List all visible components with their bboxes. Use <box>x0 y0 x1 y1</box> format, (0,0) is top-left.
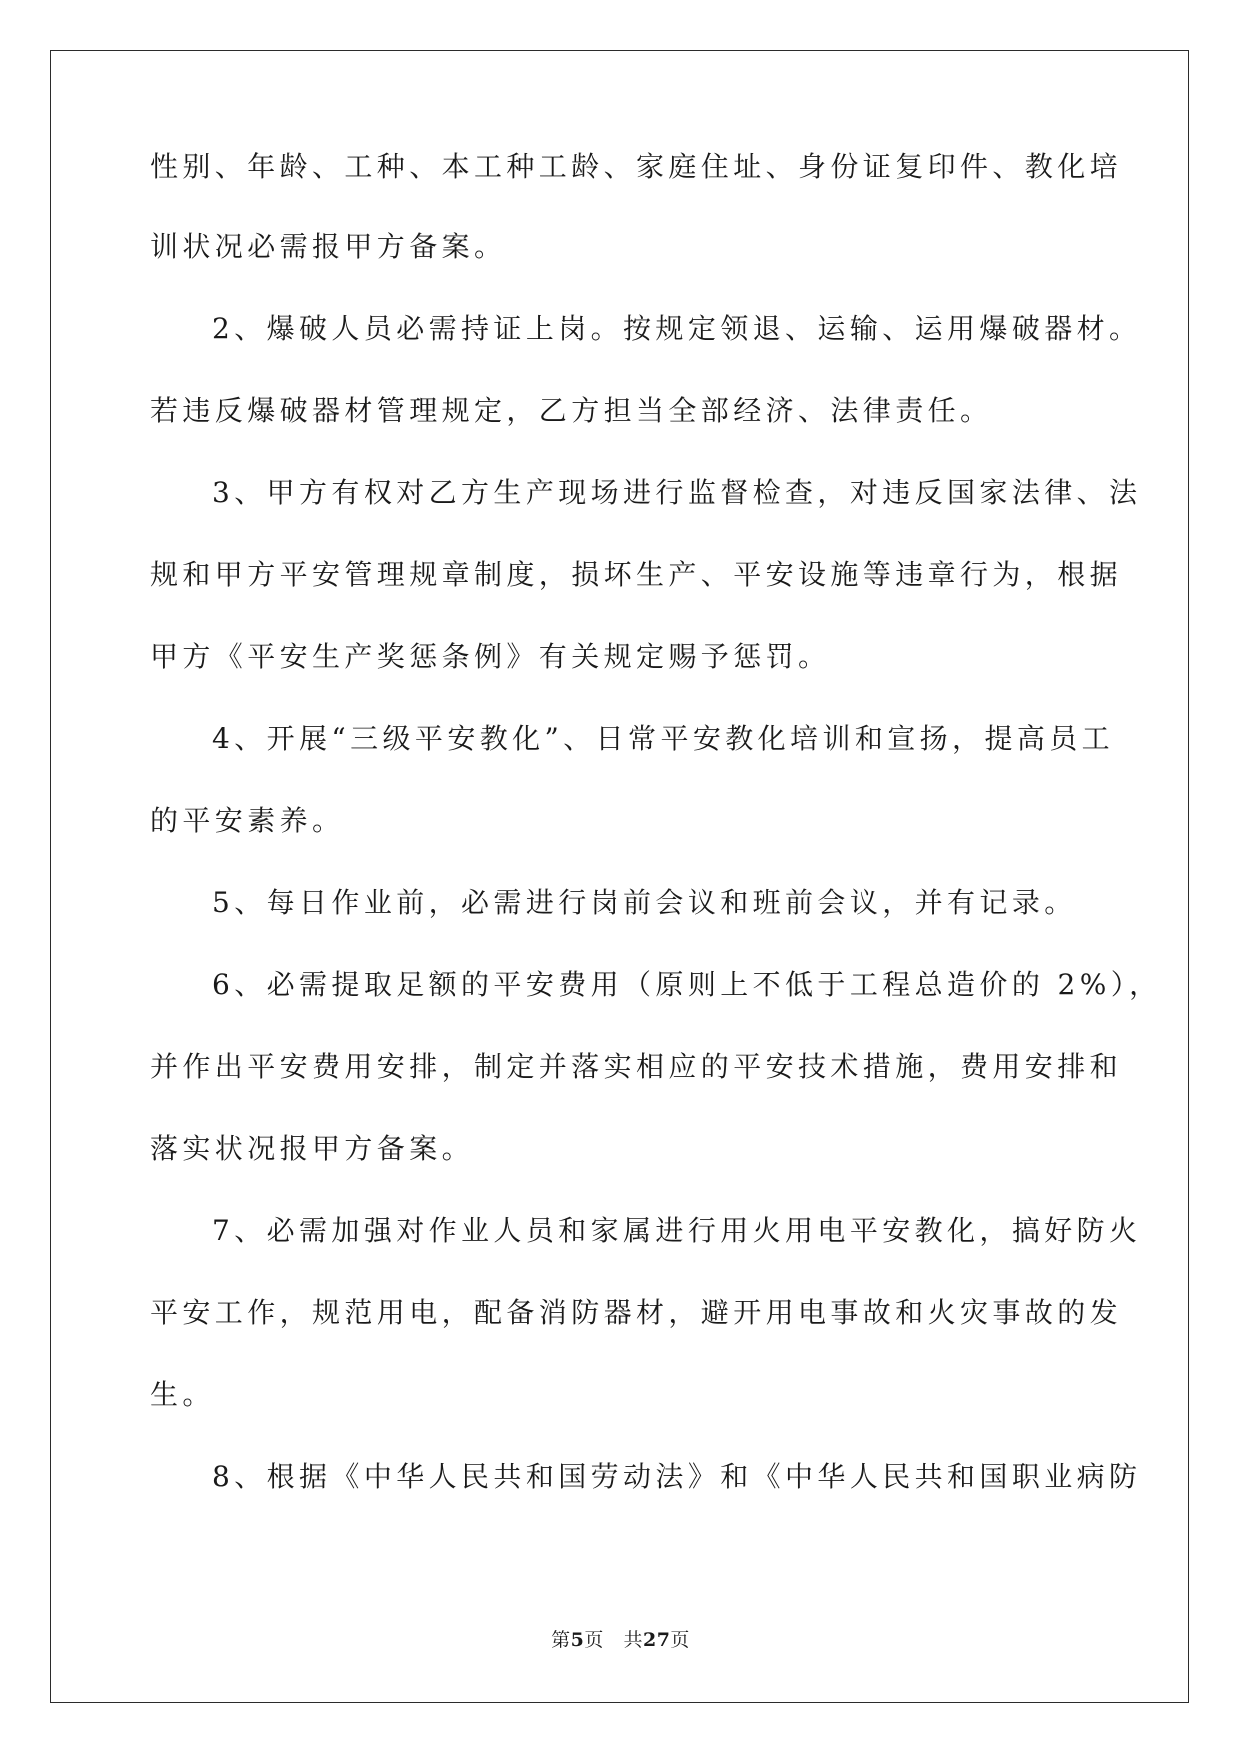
body-line: 5、每日作业前，必需进行岗前会议和班前会议，并有记录。 <box>212 886 1077 919</box>
body-line: 落实状况报甲方备案。 <box>150 1132 475 1165</box>
body-line: 2、爆破人员必需持证上岗。按规定领退、运输、运用爆破器材。 <box>212 312 1142 345</box>
body-line: 生。 <box>150 1378 215 1411</box>
body-line: 并作出平安费用安排，制定并落实相应的平安技术措施，费用安排和 <box>150 1050 1123 1083</box>
body-line: 4、开展“三级平安教化”、日常平安教化培训和宣扬，提高员工 <box>212 722 1115 755</box>
page-border <box>50 50 1189 1703</box>
body-line: 8、根据《中华人民共和国劳动法》和《中华人民共和国职业病防 <box>212 1460 1142 1493</box>
footer-total-prefix: 共 <box>623 1629 643 1651</box>
body-line: 的平安素养。 <box>150 804 345 837</box>
page-footer <box>0 1628 1241 1652</box>
body-line: 平安工作，规范用电，配备消防器材，避开用电事故和火灾事故的发 <box>150 1296 1123 1329</box>
body-line: 7、必需加强对作业人员和家属进行用火用电平安教化，搞好防火 <box>212 1214 1142 1247</box>
footer-prefix: 第 <box>551 1629 571 1651</box>
body-line: 3、甲方有权对乙方生产现场进行监督检查，对违反国家法律、法 <box>212 476 1142 509</box>
footer-page-label: 页 <box>584 1629 604 1651</box>
body-line: 性别、年龄、工种、本工种工龄、家庭住址、身份证复印件、教化培 <box>150 150 1123 183</box>
footer-total-label: 页 <box>670 1629 690 1651</box>
total-pages-number: 27 <box>642 1629 671 1651</box>
current-page-number: 5 <box>570 1629 585 1651</box>
body-line: 甲方《平安生产奖惩条例》有关规定赐予惩罚。 <box>150 640 831 673</box>
body-line: 若违反爆破器材管理规定，乙方担当全部经济、法律责任。 <box>150 394 993 427</box>
body-line: 训状况必需报甲方备案。 <box>150 230 507 263</box>
body-line: 6、必需提取足额的平安费用（原则上不低于工程总造价的 2%）， <box>212 968 1162 1001</box>
body-line: 规和甲方平安管理规章制度，损坏生产、平安设施等违章行为，根据 <box>150 558 1123 591</box>
